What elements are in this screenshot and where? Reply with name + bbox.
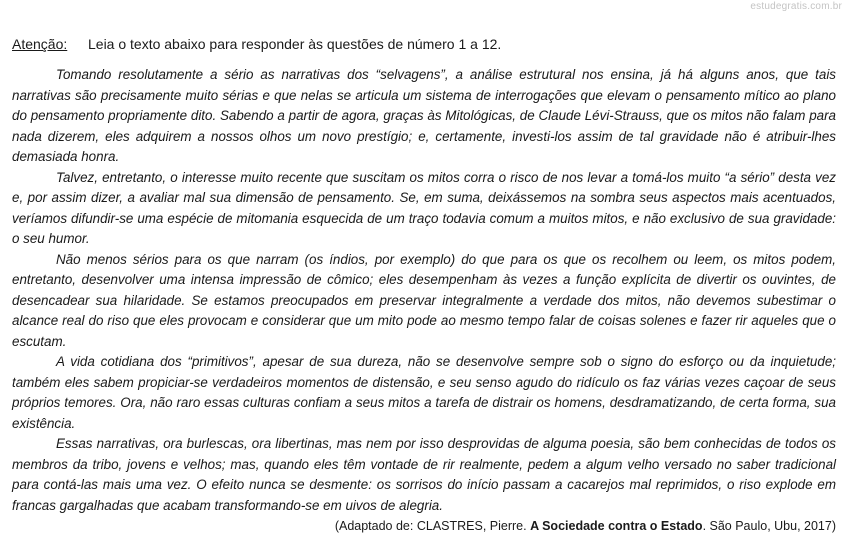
- paragraph-5: Essas narrativas, ora burlescas, ora libertinas, mas nem por isso desprovidas de alguma poesia, são bem conhecidas de todos os membros da tribo, jovens e velhos; mas, quando eles têm vontade de rir realmente, pedem a algum velho versado no saber tradicional para contá-las mais uma vez. O efeito nunca se desmente: os sorrisos do início passam a cacarejos mal reprimidos, o riso explode em francas gargalhadas que acabam transformando-se em uivos de alegria.: [12, 436, 836, 513]
- attention-label: Atenção:: [12, 36, 68, 52]
- reading-text: [12, 65, 836, 516]
- paragraph-4: A vida cotidiana dos “primitivos”, apesar de sua dureza, não se desenvolve sempre sob o signo do esforço ou da inquietude; também eles sabem propiciar-se verdadeiros momentos de distensão, e seu senso agudo do ridículo os faz várias vezes caçoar de seus próprios temores. Ora, não raro essas culturas confiam a seus mitos a tarefa de distrair os homens, desdramatizando, de certa forma, sua existência.: [12, 354, 836, 431]
- source-citation: [335, 518, 836, 534]
- paragraph-1: Tomando resolutamente a sério as narrativas dos “selvagens”, a análise estrutural nos ensina, já há alguns anos, que tais narrativas são precisamente muito sérias e que nelas se articula um sistema de interrogações que elevam o pensamento mítico ao plano do pensamento propriamente dito. Sabendo a partir de agora, graças às Mitológicas, de Claude Lévi-Strauss, que os mitos não falam para nada dizerem, eles adquirem a nossos olhos um novo prestígio; e, certamente, investi-los assim de tal gravidade não é atribuir-lhes demasiada honra.: [12, 67, 836, 164]
- book-title: A Sociedade contra o Estado: [530, 519, 703, 533]
- instruction-line: [12, 35, 501, 53]
- paragraph-2: Talvez, entretanto, o interesse muito recente que suscitam os mitos corra o risco de nos levar a tomá-los muito “a sério” desta vez e, por assim dizer, a avaliar mal sua dimensão de pensamento. Se, em suma, deixássemos na sombra seus aspectos mais acentuados, veríamos difundir-se uma espécie de mitomania esquecida de um traço todavia comum a muitos mitos, e não exclusivo de sua gravidade: o seu humor.: [12, 169, 836, 246]
- site-watermark: estudegratis.com.br: [750, 1, 842, 12]
- paragraph-3: Não menos sérios para os que narram (os índios, por exemplo) do que para os que os recolhem ou leem, os mitos podem, entretanto, desenvolver uma intensa impressão de cômico; eles desempenham às vezes a função explícita de divertir os ouvintes, de desencadear sua hilaridade. Se estamos preocupados em preservar integralmente a verdade dos mitos, não devemos subestimar o alcance real do riso que eles provocam e considerar que um mito pode ao mesmo tempo falar de coisas solenes e fazer rir aqueles que o escutam.: [12, 251, 836, 349]
- instruction-text: Leia o texto abaixo para responder às questões de número 1 a 12.: [88, 36, 502, 52]
- citation-prefix: (Adaptado de: CLASTRES, Pierre.: [334, 519, 531, 533]
- citation-suffix: . São Paulo, Ubu, 2017): [702, 519, 836, 533]
